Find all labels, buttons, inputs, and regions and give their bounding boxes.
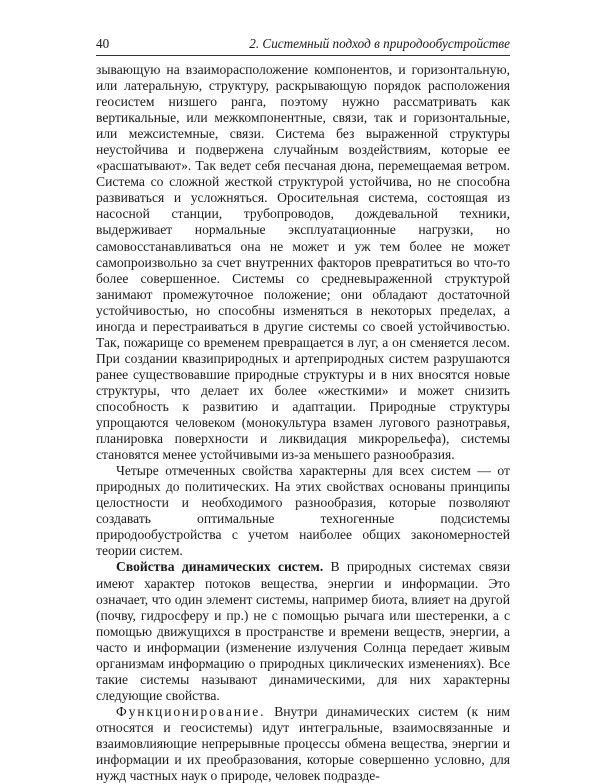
run-in-heading: Функционирование. — [116, 703, 266, 719]
run-in-heading: Свойства динамических систем. — [116, 559, 324, 575]
running-head — [96, 36, 510, 56]
paragraph — [96, 559, 510, 703]
paragraph-text: В природных системах связи имеют характер потоков вещества, энергии и информации. Это означает, что один элемент системы, например биота, влияет на другой (почву, гидросферу и пр.) не с помощью рычага или шестеренки, а с помощью движущихся в пространстве и времени веществ, энергии, а часто и информации (изменение излучения Солнца передает живым организмам информацию о природных циклических изменениях). Все такие системы называют динамическими, для них характерны следующие свойства. — [96, 559, 510, 703]
paragraph-text: Внутри динамических систем (к ним относятся и геосистемы) идут интегральные, взаимосвязанные и взаимовлияющие непрерывные процессы обмена вещества, энергии и информации и их преобразования, которые совершенно условно, для нужд частных наук о природе, человек подразде- — [96, 703, 510, 784]
section-title: 2. Системный подход в природообустройстве — [249, 36, 510, 51]
book-page — [96, 36, 510, 784]
body-text — [96, 62, 510, 784]
paragraph — [96, 463, 510, 559]
paragraph-text: зывающую на взаиморасположение компонентов, и горизонтальную, или латеральную, структуру, раскрывающую порядок расположения геосистем низшего ранга, поэтому нужно рассматривать как вертикальные, или межкомпонентные, связи, так и горизонтальные, или межсистемные, связи. Система без выраженной структуры неустойчива и подвержена случайным воздействиям, которые ее «расшатывают». Так ведет себя песчаная дюна, перемещаемая ветром. Система со сложной жесткой структурой устойчива, но не способна развиваться и усложняться. Оросительная система, состоящая из насосной станции, трубопроводов, дождевальной техники, выдерживает нормальные эксплуатационные нагрузки, но самовосстанавливаться она не может и уж тем более не может самопроизвольно за счет внутренних факторов превратиться во что-то более совершенное. Системы со средневыраженной структурой занимают промежуточное положение; они обладают достаточной устойчивостью, но способны изменяться в некоторых пределах, а иногда и перестраиваться в другие системы со своей устойчивостью. Так, пожарище со временем превращается в луг, а он сменяется лесом. При создании квазиприродных и артеприродных систем разрушаются ранее существовавшие природные структуры и в них вносятся новые структуры, что делает их более «жесткими» и может снизить способность к развитию и адаптации. Природные структуры упрощаются человеком (монокультура взамен лугового разнотравья, планировка поверхности и ликвидация микрорельефа), системы становятся менее устойчивыми из-за меньшего разнообразия. — [96, 62, 510, 463]
paragraph-text: Четыре отмеченных свойства характерны для всех систем — от природных до политических. На этих свойствах основаны принципы целостности и необходимого разнообразия, которые позволяют создавать оптимальные техногенные подсистемы природообустройства с учетом наиболее общих закономерностей теории систем. — [96, 463, 510, 559]
page-number: 40 — [96, 36, 110, 51]
paragraph — [96, 704, 510, 784]
paragraph — [96, 62, 510, 463]
